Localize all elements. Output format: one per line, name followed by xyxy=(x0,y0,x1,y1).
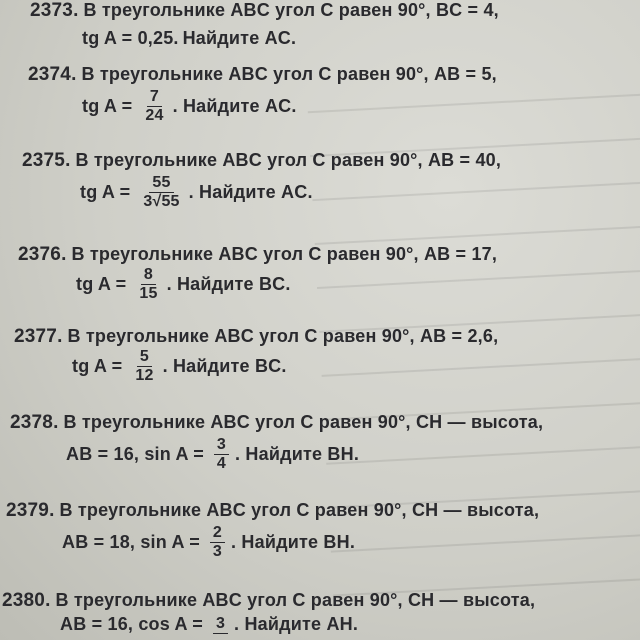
problem-number: 2378. xyxy=(10,412,59,433)
fraction-numerator: 2 xyxy=(210,524,225,543)
fraction-numerator: 3 xyxy=(214,436,229,455)
problem-text-line1: В треугольнике ABC угол C равен 90°, AB = 40, xyxy=(75,150,502,170)
problem-number: 2379. xyxy=(6,500,55,521)
problem-text-line2: AB = 18, sin A = xyxy=(62,532,200,552)
problem-text-line1: В треугольнике ABC угол C равен 90°, CH — высота, xyxy=(55,590,536,610)
problem-text-line1: В треугольнике ABC угол C равен 90°, AB = 5, xyxy=(81,64,497,84)
problem-question: . Найдите BC. xyxy=(162,356,287,376)
problem-question: . Найдите BC. xyxy=(166,274,291,294)
problem-question: . Найдите BH. xyxy=(235,444,360,464)
problem-text-line1: В треугольнике ABC угол C равен 90°, BC = 4, xyxy=(83,0,499,20)
problem-number: 2375. xyxy=(22,150,71,171)
fraction-numerator: 8 xyxy=(141,266,156,285)
fraction-numerator: 7 xyxy=(147,88,162,107)
problem-text-line2: tg A = xyxy=(82,96,133,116)
problem-question: . Найдите AC. xyxy=(172,96,297,116)
problem-text-line2: tg A = xyxy=(76,274,127,294)
problem-number: 2380. xyxy=(2,590,51,611)
fraction-denominator: 4 xyxy=(216,455,227,472)
problem-text-line2: tg A = xyxy=(72,356,123,376)
problem-text-line2: AB = 16, cos A = xyxy=(60,614,203,634)
fraction-denominator: 3 xyxy=(212,543,223,560)
problem-number: 2374. xyxy=(28,64,77,85)
fraction xyxy=(142,88,166,125)
problem-question: . Найдите AH. xyxy=(234,614,359,634)
problem-question: . Найдите BH. xyxy=(231,532,356,552)
problem-number: 2373. xyxy=(30,0,79,21)
problem-text-line2: tg A = 0,25. xyxy=(82,28,179,48)
fraction xyxy=(210,524,225,561)
fraction-numerator: 55 xyxy=(149,174,173,193)
problem-text-line2: tg A = xyxy=(80,182,131,202)
fraction-numerator: 3 xyxy=(213,615,228,634)
fraction-numerator: 5 xyxy=(137,348,152,367)
problem-number: 2376. xyxy=(18,244,67,265)
problem-number: 2377. xyxy=(14,326,63,347)
problem-text-line1: В треугольнике ABC угол C равен 90°, AB = 17, xyxy=(71,244,498,264)
problem-text-line1: В треугольнике ABC угол C равен 90°, AB = 2,6, xyxy=(67,326,499,346)
fraction xyxy=(132,348,156,385)
fraction xyxy=(136,266,160,303)
problem-question: Найдите AC. xyxy=(182,28,297,48)
fraction xyxy=(140,174,182,211)
problem-text-line2: AB = 16, sin A = xyxy=(66,444,204,464)
fraction xyxy=(213,615,228,634)
problem-text-line1: В треугольнике ABC угол C равен 90°, CH — высота, xyxy=(59,500,540,520)
problem-text-line1: В треугольнике ABC угол C равен 90°, CH — высота, xyxy=(63,412,544,432)
fraction-denominator: 3√55 xyxy=(143,193,180,210)
fraction xyxy=(214,436,229,473)
fraction-denominator: 24 xyxy=(145,107,164,124)
fraction-denominator: 15 xyxy=(139,285,158,302)
problem-question: . Найдите AC. xyxy=(188,182,313,202)
fraction-denominator: 12 xyxy=(135,367,154,384)
